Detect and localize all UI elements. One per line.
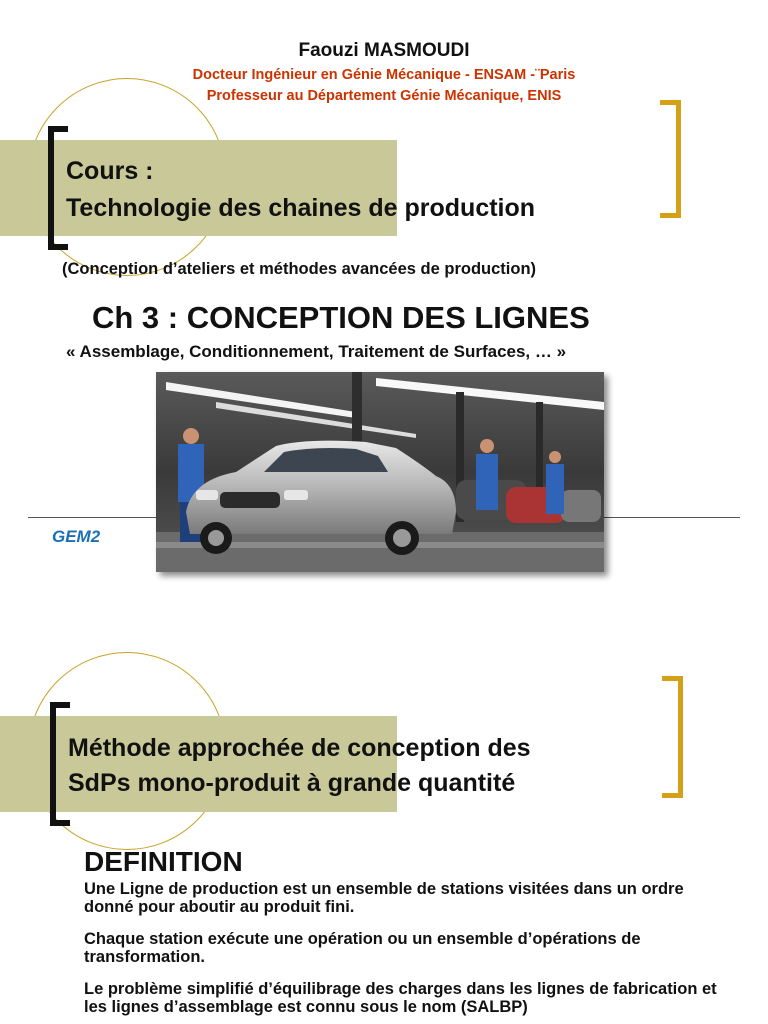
- right-bracket: [662, 676, 683, 798]
- definition-paragraph-2: Chaque station exécute une opération ou un ensemble d’opérations de transformation.: [84, 930, 641, 966]
- definition-paragraph-1: Une Ligne de production est un ensemble de stations visitées dans un ordre donné pour aboutir au produit fini.: [84, 880, 684, 916]
- chapter-title: Ch 3 : CONCEPTION DES LIGNES: [92, 300, 590, 335]
- definition-heading: DEFINITION: [84, 846, 243, 877]
- chapter-topics: « Assemblage, Conditionnement, Traitement de Surfaces, … »: [66, 342, 567, 361]
- right-bracket: [660, 100, 681, 218]
- class-label: GEM2: [52, 527, 101, 546]
- author-name: Faouzi MASMOUDI: [298, 40, 470, 61]
- left-bracket: [50, 702, 70, 826]
- course-title: Technologie des chaines de production: [66, 194, 536, 222]
- affiliation-line-2: Professeur au Département Génie Mécanique, ENIS: [206, 88, 562, 104]
- affiliation-line-1: Docteur Ingénieur en Génie Mécanique - ENSAM -¨Paris: [192, 67, 576, 83]
- left-bracket: [48, 126, 68, 250]
- definition-paragraph-3: Le problème simplifié d’équilibrage des charges dans les lignes de fabrication et les lignes d’assemblage est connu sous le nom (SALBP): [84, 980, 717, 1016]
- section-title-line-1: Méthode approchée de conception des: [68, 734, 531, 762]
- course-subtitle: (Conception d’ateliers et méthodes avancées de production): [62, 260, 537, 278]
- definition-slide: [0, 512, 768, 1024]
- section-title-line-2: SdPs mono-produit à grande quantité: [68, 769, 516, 797]
- course-label: Cours :: [66, 157, 154, 185]
